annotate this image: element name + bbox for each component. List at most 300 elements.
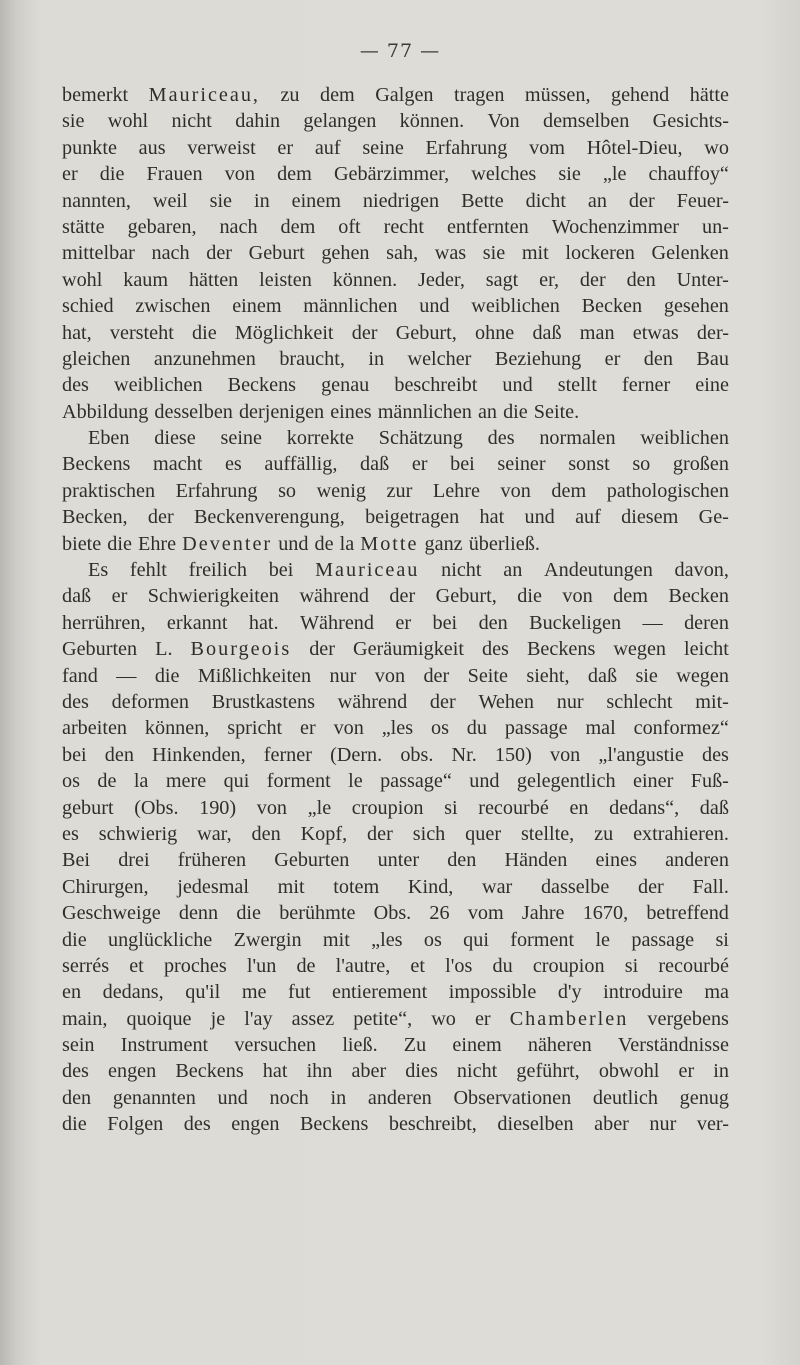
word: bei bbox=[432, 611, 458, 634]
word: es bbox=[224, 453, 242, 476]
word: Gelenken bbox=[651, 242, 729, 265]
text-line bbox=[62, 425, 729, 451]
text-line bbox=[62, 636, 729, 662]
word: Geräumigkeit bbox=[352, 638, 464, 661]
word: der bbox=[351, 321, 378, 344]
word: geführt, bbox=[516, 1060, 580, 1083]
word: dieselben bbox=[497, 1113, 574, 1136]
page-number: — 77 — bbox=[359, 40, 441, 62]
word: von bbox=[333, 717, 364, 740]
word: männlichen bbox=[377, 400, 472, 423]
word: war, bbox=[197, 822, 232, 845]
word: passage bbox=[631, 928, 695, 951]
word: la bbox=[133, 770, 149, 793]
word: Becken bbox=[581, 295, 643, 318]
word: überließ. bbox=[468, 532, 540, 555]
word: un- bbox=[701, 215, 729, 238]
word: den bbox=[643, 347, 673, 370]
word: dem bbox=[551, 479, 587, 502]
word: schwierig bbox=[98, 822, 178, 845]
word: Hôtel-Dieu, bbox=[586, 136, 683, 159]
text-line bbox=[62, 320, 729, 346]
word: näheren bbox=[527, 1034, 592, 1057]
text-line bbox=[62, 135, 729, 161]
word: des bbox=[487, 427, 515, 450]
word: versuchen bbox=[234, 1034, 317, 1057]
word: auf bbox=[314, 136, 341, 159]
word: sich bbox=[412, 822, 446, 845]
word: und bbox=[419, 295, 450, 318]
word: os bbox=[430, 717, 449, 740]
word: bei bbox=[268, 559, 294, 582]
word: er bbox=[300, 717, 316, 740]
word: qu'il bbox=[185, 981, 221, 1004]
word: seiner bbox=[497, 453, 546, 476]
text-line bbox=[62, 689, 729, 715]
word: desselben bbox=[154, 400, 233, 423]
word: dicht bbox=[525, 189, 566, 212]
word: er bbox=[277, 136, 294, 159]
word: — bbox=[642, 611, 663, 634]
word: ohne bbox=[475, 321, 515, 344]
word: Seite bbox=[467, 664, 508, 687]
word: recourbé bbox=[478, 796, 549, 819]
word: Galgen bbox=[375, 84, 434, 106]
word: daß bbox=[587, 664, 618, 687]
word: großen bbox=[672, 453, 729, 476]
word: der bbox=[309, 638, 335, 661]
text-line bbox=[62, 188, 729, 214]
word: l'ay bbox=[244, 1007, 273, 1030]
word: mere bbox=[165, 770, 207, 793]
word: man bbox=[579, 321, 615, 344]
word: Fuß- bbox=[690, 770, 729, 793]
word: sein bbox=[62, 1034, 95, 1057]
word: Schwierigkeiten bbox=[147, 585, 279, 608]
word: ließ. bbox=[342, 1034, 378, 1057]
word: unter bbox=[377, 849, 420, 872]
word: was bbox=[434, 242, 467, 265]
word: Buckeligen bbox=[529, 611, 622, 634]
word: Brustkastens bbox=[211, 690, 315, 713]
word: dem bbox=[277, 163, 312, 186]
word: ihn bbox=[306, 1060, 333, 1083]
word: si bbox=[444, 796, 458, 819]
text-line bbox=[62, 715, 729, 741]
text-line bbox=[62, 478, 729, 504]
word: je bbox=[210, 1007, 226, 1030]
word: die bbox=[503, 400, 528, 423]
word: Möglichkeit bbox=[234, 321, 334, 344]
word: einer bbox=[632, 770, 674, 793]
word: drei bbox=[118, 849, 150, 872]
word: ferner bbox=[622, 374, 671, 397]
word: kaum bbox=[123, 268, 169, 291]
word: Jeder, bbox=[418, 268, 465, 291]
word: Bourgeois bbox=[190, 638, 292, 661]
word: einem bbox=[452, 1034, 502, 1057]
word: recourbé bbox=[658, 954, 729, 977]
word: verweist bbox=[187, 136, 256, 159]
word: serrés bbox=[62, 954, 110, 977]
word: vom bbox=[529, 136, 565, 159]
word: er bbox=[604, 347, 621, 370]
word: und bbox=[469, 770, 500, 793]
word: Geburt bbox=[248, 242, 305, 265]
word: dedans, bbox=[102, 981, 164, 1004]
word: Von bbox=[487, 110, 520, 133]
word: tragen bbox=[453, 84, 505, 106]
word: Lehre bbox=[432, 479, 480, 502]
word: Beckenverengung, bbox=[193, 506, 345, 529]
word: weil bbox=[152, 189, 188, 212]
word: die bbox=[154, 664, 180, 687]
word: es bbox=[62, 822, 79, 845]
word: denn bbox=[178, 902, 219, 925]
word: auffällig, bbox=[264, 453, 338, 476]
word: beschreibt, bbox=[388, 1113, 477, 1136]
word: hätte bbox=[689, 84, 729, 106]
word: Unter- bbox=[676, 268, 729, 291]
word: aber bbox=[594, 1113, 629, 1136]
word: Beckens bbox=[299, 1113, 369, 1136]
word: mit bbox=[322, 928, 350, 951]
word: des bbox=[62, 690, 89, 713]
word: wenig bbox=[316, 479, 366, 502]
word: in bbox=[368, 347, 385, 370]
word: l'un bbox=[246, 954, 277, 977]
word: totem bbox=[333, 875, 380, 898]
word: pathologischen bbox=[606, 479, 729, 502]
word: nach bbox=[151, 242, 190, 265]
word: jedesmal bbox=[177, 875, 249, 898]
text-line bbox=[62, 583, 729, 609]
word: und bbox=[278, 532, 309, 555]
word: können. bbox=[399, 110, 465, 133]
word: nicht bbox=[456, 1060, 498, 1083]
word: von bbox=[562, 585, 593, 608]
word: einem bbox=[232, 295, 282, 318]
text-line bbox=[62, 1111, 729, 1137]
word: zu bbox=[594, 822, 614, 845]
word: auf bbox=[575, 506, 601, 529]
word: Bei bbox=[62, 849, 91, 872]
word: qui bbox=[223, 770, 250, 793]
word: er bbox=[474, 1007, 491, 1030]
word: von bbox=[224, 163, 255, 186]
word: den bbox=[62, 1086, 92, 1109]
text-line bbox=[62, 663, 729, 689]
word: du bbox=[466, 717, 487, 740]
text-line bbox=[62, 372, 729, 398]
word: Schätzung bbox=[378, 427, 463, 450]
word: einem bbox=[291, 189, 341, 212]
word: seine bbox=[220, 427, 262, 450]
text-line bbox=[62, 399, 729, 425]
word: eines bbox=[330, 400, 372, 423]
word: Motte bbox=[360, 532, 419, 555]
word: weiblichen bbox=[113, 374, 203, 397]
word: du bbox=[492, 954, 513, 977]
word: die bbox=[62, 928, 87, 951]
text-line bbox=[62, 610, 729, 636]
word: macht bbox=[153, 453, 203, 476]
word: forment bbox=[510, 928, 575, 951]
word: nach bbox=[219, 215, 258, 238]
word: vergebens bbox=[647, 1007, 729, 1030]
word: unglückliche bbox=[107, 928, 213, 951]
word: freilich bbox=[188, 559, 247, 582]
word: aber bbox=[351, 1060, 387, 1083]
word: d'y bbox=[557, 981, 582, 1004]
word: eine bbox=[695, 374, 729, 397]
word: de bbox=[296, 954, 316, 977]
word: wegen bbox=[676, 664, 729, 687]
word: nur bbox=[649, 1113, 677, 1136]
word: arbeiten bbox=[62, 717, 128, 740]
word: la bbox=[339, 532, 355, 555]
word: (Obs. bbox=[134, 796, 179, 819]
word: gelegentlich bbox=[516, 770, 616, 793]
word: vom bbox=[467, 902, 504, 925]
word: versteht bbox=[109, 321, 174, 344]
word: forment bbox=[266, 770, 331, 793]
word: Mauriceau bbox=[315, 559, 420, 582]
word: er bbox=[62, 163, 78, 186]
word: des bbox=[62, 374, 89, 397]
text-line bbox=[62, 82, 729, 108]
text-line bbox=[62, 267, 729, 293]
word: derjenigen bbox=[238, 400, 325, 423]
word: ferner bbox=[263, 743, 312, 766]
word: aus bbox=[138, 136, 166, 159]
word: der bbox=[628, 189, 655, 212]
text-line bbox=[62, 240, 729, 266]
word: oft bbox=[338, 215, 361, 238]
word: os bbox=[62, 770, 80, 793]
word: daß bbox=[699, 796, 729, 819]
word: L. bbox=[155, 638, 173, 661]
word: Geburt, bbox=[435, 585, 497, 608]
word: impossible bbox=[448, 981, 537, 1004]
text-line bbox=[62, 108, 729, 134]
word: le bbox=[348, 770, 363, 793]
word: erkannt bbox=[166, 611, 228, 634]
word: deren bbox=[684, 611, 729, 634]
word: 190) bbox=[199, 796, 237, 819]
word: nannten, bbox=[62, 189, 131, 212]
word: anzunehmen bbox=[153, 347, 256, 370]
word: gebaren, bbox=[127, 215, 197, 238]
word: hat bbox=[479, 506, 505, 529]
word: niedrigen bbox=[362, 189, 440, 212]
word: wegen bbox=[613, 638, 667, 661]
word: dahin bbox=[235, 110, 281, 133]
word: petite“, bbox=[353, 1007, 413, 1030]
word: beschreibt bbox=[394, 374, 478, 397]
word: können, bbox=[144, 717, 210, 740]
word: die bbox=[236, 902, 261, 925]
word: der bbox=[429, 690, 456, 713]
word: männlichen bbox=[303, 295, 398, 318]
word: und bbox=[524, 506, 555, 529]
word: extrahieren. bbox=[633, 822, 729, 845]
word: Beziehung bbox=[494, 347, 582, 370]
word: sieht, bbox=[526, 664, 570, 687]
word: et bbox=[129, 954, 144, 977]
word: sie bbox=[62, 110, 85, 133]
word: bei bbox=[450, 453, 475, 476]
word: der bbox=[579, 268, 606, 291]
word: fand bbox=[62, 664, 98, 687]
word: „le bbox=[307, 796, 332, 819]
word: dem bbox=[319, 84, 355, 106]
word: sie bbox=[635, 664, 658, 687]
word: 26 bbox=[429, 902, 450, 925]
word: Mauriceau, bbox=[148, 84, 260, 106]
word: punkte bbox=[62, 136, 117, 159]
text-line bbox=[62, 821, 729, 847]
word: leisten bbox=[259, 268, 312, 291]
word: croupion bbox=[532, 954, 605, 977]
word: normalen bbox=[539, 427, 616, 450]
word: 1670, bbox=[582, 902, 629, 925]
word: hat. bbox=[248, 611, 279, 634]
word: so bbox=[278, 479, 297, 502]
word: le bbox=[595, 928, 611, 951]
word: er bbox=[678, 1060, 695, 1083]
word: des bbox=[701, 743, 729, 766]
word: recht bbox=[383, 215, 424, 238]
word: Folgen bbox=[107, 1113, 164, 1136]
word: Händen bbox=[504, 849, 568, 872]
word: noch bbox=[269, 1086, 309, 1109]
word: ma bbox=[704, 981, 729, 1004]
text-line bbox=[62, 768, 729, 794]
text-line bbox=[62, 847, 729, 873]
word: er bbox=[111, 585, 128, 608]
word: Beckens bbox=[526, 638, 596, 661]
word: an bbox=[503, 559, 523, 582]
word: sagt bbox=[485, 268, 519, 291]
word: zu bbox=[280, 84, 300, 106]
word: an bbox=[477, 400, 498, 423]
word: welches bbox=[471, 163, 537, 186]
text-line bbox=[62, 874, 729, 900]
word: früheren bbox=[177, 849, 247, 872]
word: quoique bbox=[126, 1007, 192, 1030]
word: introduire bbox=[603, 981, 683, 1004]
word: Seite. bbox=[533, 400, 580, 423]
word: Chirurgen, bbox=[62, 875, 149, 898]
word: seine bbox=[362, 136, 404, 159]
word: gleichen bbox=[62, 347, 131, 370]
word: dedans“, bbox=[609, 796, 680, 819]
word: des bbox=[482, 638, 509, 661]
word: bei bbox=[62, 743, 87, 766]
word: der bbox=[147, 506, 174, 529]
text-line bbox=[62, 742, 729, 768]
word: Zwergin bbox=[233, 928, 302, 951]
word: Erfahrung bbox=[425, 136, 508, 159]
word: hätten bbox=[188, 268, 239, 291]
word: sah, bbox=[386, 242, 419, 265]
word: Gesichts- bbox=[652, 110, 729, 133]
word: Deventer bbox=[182, 532, 273, 555]
word: zwischen bbox=[135, 295, 211, 318]
word: mittelbar bbox=[62, 242, 135, 265]
word: engen bbox=[108, 1060, 157, 1083]
word: von bbox=[256, 796, 288, 819]
word: gehen bbox=[321, 242, 370, 265]
text-line bbox=[62, 557, 729, 583]
word: in bbox=[253, 189, 270, 212]
word: der bbox=[389, 585, 416, 608]
word: de bbox=[314, 532, 334, 555]
word: war bbox=[482, 875, 513, 898]
word: Verständnisse bbox=[617, 1034, 729, 1057]
text-line bbox=[62, 531, 729, 557]
word: entierement bbox=[331, 981, 428, 1004]
word: Beckens bbox=[62, 453, 131, 476]
word: Becken, bbox=[62, 506, 128, 529]
word: braucht, bbox=[279, 347, 345, 370]
word: Kopf, bbox=[300, 822, 348, 845]
text-line bbox=[62, 979, 729, 1005]
text-line bbox=[62, 1032, 729, 1058]
word: er bbox=[395, 611, 412, 634]
word: Mißlichkeiten bbox=[197, 664, 312, 687]
word: l'os bbox=[445, 954, 473, 977]
word: Fall. bbox=[692, 875, 729, 898]
word: ver- bbox=[696, 1113, 729, 1136]
word: engen bbox=[231, 1113, 280, 1136]
word: Kind, bbox=[407, 875, 454, 898]
word: wohl bbox=[62, 268, 103, 291]
word: „l'angustie bbox=[598, 743, 684, 766]
word: daß bbox=[62, 585, 92, 608]
word: weiblichen bbox=[471, 295, 560, 318]
word: proches bbox=[163, 954, 227, 977]
word: Becken bbox=[668, 585, 729, 608]
word: hat, bbox=[62, 321, 92, 344]
word: genannten bbox=[112, 1086, 196, 1109]
word: (Dern. bbox=[330, 743, 383, 766]
word: chauffoy“ bbox=[648, 163, 729, 186]
word: in bbox=[713, 1060, 729, 1083]
word: eines bbox=[595, 849, 637, 872]
word: biete bbox=[62, 532, 102, 555]
word: von bbox=[374, 664, 406, 687]
word: stellt bbox=[557, 374, 597, 397]
word: passage“ bbox=[380, 770, 452, 793]
word: sie bbox=[209, 189, 233, 212]
word: Frauen bbox=[146, 163, 203, 186]
word: der bbox=[367, 822, 393, 845]
word: stellte, bbox=[520, 822, 575, 845]
word: dasselbe bbox=[540, 875, 610, 898]
word: diesem bbox=[621, 506, 679, 529]
word: können. bbox=[332, 268, 398, 291]
word: zur bbox=[386, 479, 413, 502]
word: die bbox=[62, 1113, 87, 1136]
word: Geburt, bbox=[395, 321, 457, 344]
word: spricht bbox=[227, 717, 283, 740]
word: anderen bbox=[665, 849, 729, 872]
text-line bbox=[62, 293, 729, 319]
word: an bbox=[587, 189, 607, 212]
word: si bbox=[715, 928, 729, 951]
